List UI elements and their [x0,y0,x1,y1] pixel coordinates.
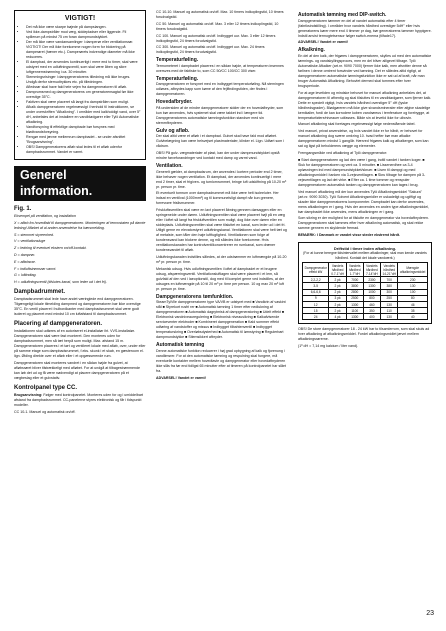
heading-dip-switch: Automatisk tømning med DIP-switch. [298,12,387,18]
paragraph: OBS! De store dampgeneratorer 18 - 24 kW har to tilsamlerrom, som skal skuls ad hver afkalkning af afkalkningsmiddel. Fordel afkalkningsmidlet jævnt mellem afkalkningsrørerne. [298,327,430,342]
section-banner: Generel information. [14,166,146,201]
table-cell: 130 [380,314,397,320]
table-header: Vandets hårdhed 7-14°dH [363,262,380,276]
paragraph: Installationen skal udføres af en autoriseret el-installatør iht. VVS-installatør. Dampgeneratoren skal være fast monteret. Den monteres uden for dampbadsrummet, men så tæt herpå som muligt. Max. afstand 15 m. Dampgeneratoren placeres i et tørt og ventileret lokale med afløb, over, under eller på samme etage som dampbadsrummet, f.eks. skunk i et skab, en gæsteroom el. lign. Ølding direkte over et afløb eller i et opgæsserende rum. [14,329,146,359]
page-number: 23 [426,610,434,617]
table-cell: 1300 [346,301,363,307]
table-cell: 3-5 [303,283,329,289]
paragraph: Udluftningskanalen indstilles således, at der udstrømmer en luftmængde på 10-20 m³ pr. person pr. time. [156,255,287,265]
warning-item: • Ved ikke-dampstråler mod væg, siddepladser eller liggende. Fil spillerum på mindst 75 cm foran dampmundstykket. [26,30,141,40]
warning-item: • Afledsrør skal have fald hele vejen fra damgeneratoren til afløb. [26,85,141,90]
table-cell: 800 [363,295,380,301]
table-cell: 400 [363,314,380,320]
heading-dampbad: Dampbadrummet. [14,289,66,296]
paragraph: Generelt gælder, at dampbadsrum, der anvendes i kortere perioder end 2 timer, ikke behøver nogen ventilation. Et dampbad, der anvendes kontinuerligt i mere end 2 timer, skal et frigiven- og tumlomrummet, bringe luft udskiftning på 10-20 m³ pr. person pr. time. [156,169,287,189]
paragraph: Friskluftsventilen skal være en lavt placeret åbning gennem dørsaggen eller en springenelde under døren. Udluftningsventilen skal være placeret højt på en væg eller i loftet så langt fra friskluftventilen som muligt, dog ikke over døren eller en siddeplads. Udluftningsventilen skal være tilsluttet en kanal, som leder ud i det fri. Utilgti gerne en elevatorstyret udluftningskanal. Ventilationen skal være helt tæt og af metalste, som tåler den høje luftfugtighed. Ventilationen som folge af kondensvand kan blokere denne, og må således ikke forekomme. Hvis ventilationskanalen har kontrolventilkoncentrerer en rumkanal, som dræner kondensvandet til afløb. [156,208,287,253]
table-header: Mængde afkalkningsmiddel [398,262,428,276]
table-cell: 2 pk [329,289,346,295]
paragraph: CC 100. Manuel og automatisk on/off. Indbygget uur. Max. 3 eller 12 timers indkoplingstid, 24 timers forudvalgstid. [156,33,276,43]
table-cell: 35 [398,308,428,314]
descaling-table [302,262,428,321]
figure-legend-item: H = udluftningsventil (tilslutes kanal, som leder ud i det fri). [14,280,107,285]
column-3 [298,10,432,351]
table-cell: 350 [363,308,380,314]
table-cell: 2 pk [329,283,346,289]
table-cell: 250 [380,295,397,301]
paragraph: Fremgangsmåde ved afkalkning af Tylö dampgenerator: [298,150,388,155]
table-cell: 4 pk [329,314,346,320]
paragraph: Der skal altid være et afløb i et dampbad. Gulvet skal have fald mod afløbet. Gulvbelægning kan være helsvejset plastmaterialer, klinker el. Lign. Udført som i vådrum. [156,134,285,149]
table-header: Dampgenerator effekt kW [303,262,329,276]
paragraph: CC 50. Manuel og automatisk on/off. Max. 3 eller 12 timers indkoplingstid, 10 timers forudvalgstid. [156,21,279,31]
table-cell: 80 [398,295,428,301]
paragraph: På undersiden af de mindre dampgeneratorer sidder der en hovedafbryder, som kun bør anvendes, hvis systemet skal være takket ind i længere tid. Dampgeneratorens automatiske tømningsfunktion standser med sin stemmfbryderen. [156,105,284,125]
descaling-table-box [298,242,432,324]
warning-item: • Damprumsmed og damgeneratorens om generatorensagtal før ikke overstige 35°C. [26,90,141,100]
heading-hovedafbryder: Hovedafbryder. [156,99,193,106]
paragraph: Manuel afkalkning skal foretages regelmæssigt følge nedenstående tabel. [298,122,416,127]
table-cell: 2 pk [329,308,346,314]
paragraph: Dampgeneratoren tømmer en del af vandet automatisk efter 4 timer (fabriksindstilling). I områder hvor vandets hårdhed overstiger 5dH° eller hvis generatorens kører mere end 4 timmer pr dag, bør generatorens tømmer hyppigere. Indstil anvist termogtetsensor følger switch-enema (tilfade17). [298,18,432,38]
warning-item: • OBS! Dampgeneratorens afløb skal ledes til et afløb udenfor dampbadsrummet. Vandet er varmt. [26,145,141,155]
table-cell: 15 [303,308,329,314]
warning-box [14,10,146,160]
table-cell: 130 [398,283,428,289]
figure-legend-item: E = afløbsrør. [14,259,36,264]
paragraph: ■ Start dampgeneratoren og lad den være i gang, indtil vandet i tanken koger. ■ Sluk for dampgeneratoren og vent ca. 5 minutter. ■ Lissenerdhee ca 3-4 opløsningen ind med dampmundstykket/skruer. ■ Lisen til dampgi og med afkalkningsmiddel i tanken via 3-vejsventilagen. ■ Skru tilbage for dampen på 3-vejsventilagen og lad det virke. ■ Efter ca. 1 time tommer og renspuler dampgeneratoren automatisk tanken og dampgeneratoren kan tages i brug. [298,157,426,187]
text: Følger med kontrolpanelet. Monteres uden for og i umiddelbart afstand fra dampbadsrummet. CC-panelerne styres elektronisk og får i tidspunkt modeller. [14,392,144,407]
paragraph: Termometeret i dampbadet placeres i en sådan højde, at temperaturen insennes oversves med de faktiske to, som CC 50/CC 100/CC 300 viser. [156,63,284,73]
figure-legend-item: X = afløb fra hovedfald til dampgeneratoren. Monteringen af termostaten på dømte ledning! Afløbet af al anden anvendelse fra kærsmelding. [14,220,146,230]
table-cell: 460 [363,301,380,307]
table-row [303,314,428,320]
table-cell: 300 [380,289,397,295]
table-cell: 2,2-2,2 [303,277,329,283]
warning-item: • Stemmingsrisinger i dampgeneratorens tilledning må ikke bruges. Undgå derfor stemudtrykkes etc. på tilledningen. [26,75,141,85]
table-cell: 380 [380,283,397,289]
paragraph: Mekanisk udsug. Hvis udluftningsventilen i loftet af dampbadet er et brugere udsug, afspærringsventil. Ventilationsluftlagen skal være placeret i et lem, så gulvfald af den ved i laeoptionstil, dog med til komplet gerne ved indstilles, at der udsuges en luftmængde på 10 til 20 m³ pr. time per person. 10 og max 20 m³ luft pr. person pr. time. [156,266,285,291]
warning-list [19,25,141,155]
figure-caption: Eksempel på ventilation, og installation [14,214,76,218]
warning-item: • El dampbad, der anvendes kontinuerligt i mere end to timer, skal være udstyret med en udluftningsventil, som skal være åben og sikre luftgennemstrømning i ca. 30 minutter. [26,60,141,75]
table-header: Vandets hårdhed 1-7°dH [346,262,363,276]
heading-temperatur: Temperaturføling. [156,57,199,64]
table-cell: 2 pk [329,301,346,307]
table-cell: 1300 [346,314,363,320]
figure-legend-item: V = ventilationsluge [14,239,46,244]
paragraph: SteamTylVile dampgeneratoren type VA/VB er udstyret med ■ Vandkrin af vaskint stål ■ Styrekort rusfri rer ■ Automatisk tømning 1 timer efter nedlukning af dampgeneratoren ■ Automatisk dagrytmisk af dampgeneratoring ■ Udeit effekt ■ Elektronisk vandniveauregulering ■ Elektronisk niveausikring ■ Kalkafvisende serviceventer elektroder ■ Kombineret dampgeneration ■ Kald sommer effekt udføring af vandstoffer og missus ■ Indbygget tilbahtenventil ■ Indbygget temperaturskring ■ Overløbsdysterhed ■ Automatisk til lørnstyring ■ Regulerbart dampmundstykke ■ Stiemsikkert afbryder. [156,300,286,340]
table-cell: 2 pk [329,277,346,283]
paragraph: CC 10-10. Manuel og automatisk on/off. Max. 10 timers indkoplingstid, 10 timers forudvalgstid. [156,10,284,19]
table-cell: 9 [303,295,329,301]
table-cell: 130 [380,301,397,307]
heading-kontrolpanel: Kontrolpanel type CC. [14,384,78,391]
warning-item: • Rengør med jævne mellemrum dampbadet - se under afsnittet "Brugsanvisning". [26,135,141,145]
table-cell: 2500 [346,295,363,301]
paragraph: En del af den kalk, der frigøres i dampgeneratoren, skylles ud med den automatiske tømnings- og vandskyllingsproces, men en del bliver alligevel tilbage. Tylö Automatiske Afkalker (art.nr. 9090 7000) fjerner ikke kalk, men afsnitter denne så farlinen i denne omtrent forsvinder ved tømning. Det er således altid rigtigt, at dampgeneratoren automatiske tømningsfunktion ikke er sat ud af kraft, når man bruger Automatisk Afkalkning. Behovlet dermed skal tommes efter hver brugsperiode. [298,53,432,88]
paragraph: Ved manuel afkalkning må der kun anvendes Tylö Afkalkningsmiddel "Sakura" (art.nr. 9090 3030). Tylö Solvent Afkalkningsmidler er uskadeligt og ugiftigt og skader ikke dampgeneratorens komponenter. Dampbadet kan derfor anvendes, mens afkalkningen er i gang. Hvis der anvendes en anden type afkalkningsmiddel, bør dampbadet ikke anvendes, mens afkalkningen er i gang. [298,189,430,214]
figure-legend-item: D = damprør. [14,252,36,257]
table-cell: 700 [380,277,397,283]
warning-item: • Der må ikke være vandansamlinger i damperør eller ventilationsrør. VIGTIGT! Der må ikke forekomme nogen form for blokering på damperøret (hæner etc.). Damperørets indvendige diameter må ikke reduceres. [26,40,141,60]
table-header-row [303,262,428,276]
table-cell: 2800 [346,289,363,295]
paragraph: Dampbadsrummet skal lede have andet væringlede end dampgeneratoren. Tilgængeligt lokale tilmelding dampmed og dampgeneratoren bør ikke overstige 35°C. En ventil placeret i hulbordkanter med dampbadsrummet skal være godt isoleret og placeret med mindst 10 cm luftafstand til dampbadsrummet. [14,297,141,317]
paragraph: CC 10-1. Manuel og automatisk on/off. [14,409,76,414]
heading-temperatur-2: Temperaturføling. [156,75,199,82]
table-cell: 110 [380,308,397,314]
paragraph: Dampgeneratoren er forsynet med en indbygget temperaturføling. Nå stemingen udløses, afbrydes kapp som køme af den fejlfindingstiden, der findes i dampgeneratoren. [156,82,284,97]
warning-item: • Afkalk dampgeneratoren regelmæssigt i henhold til instruktionen, se under overskriften "Afkalkning". I områder med kalkholdigt vand, over 5° dH, anbefales det at installere en vandblødgører eller Tylö Automatiske afkalkning. [26,105,141,125]
table-cell: 230 [398,277,428,283]
figure-title: Fig. 1. [14,206,32,212]
heading-tomfunktion: Dampgeneratorens tømfunktion. [156,293,234,300]
figure-legend-item: Z = ledning til eventuel ekstern on/off-kontakt. [14,246,87,251]
heading-automatisk-tomning: Automatisk tømning [156,342,205,349]
paragraph: Ved manuel, privat anvendelse, og hvis vandet ikke er for hårdt, er behovet for manuel afkalkning dog svære omkring 10. hvad hefter bør man afkalke dampgeneratoren mindst 1 gang/år. Hærved frigøres kalk og afkalkerger, som kan sat og ligst på beholderens vægge og elementer. [298,129,429,149]
table-title: Driftstid i timer inden afkalkning. [333,246,397,252]
table-cell: 46 [398,301,428,307]
heading-gulv: Gulv og afløb. [156,127,190,134]
table-cell: 12 [303,301,329,307]
figure-legend-item: G = luftindtag. [14,273,37,278]
subheading-brugsanvisning: Brugsanvisning: [14,392,43,397]
column-1 [14,10,146,417]
paragraph: OBS! På gulv- vægmaterialer af plast, kan der under dampmundstykket opstå mindre farveforandringer ved kontakt med damp og varmt vand. [156,151,280,161]
table-cell: 1000 [363,289,380,295]
paragraph: (1º dH = 7,14 mg kalcium / liter vand). [298,344,359,349]
figure-legend-item: F = indluftstrømsrør varmt. [14,266,57,271]
heading-afkalkning: Afkalkning. [298,47,325,54]
warning-text: ADVARSEL! Vandet er varmt! [156,375,206,380]
paragraph: CC 300. Manuel og automatisk on/off. Indbygget uur. Max. 24 timers indkoplingstid, 24 timers forudvalgstid. [156,45,265,55]
paragraph: For at øge levetiden og mindske behovet for manuel afkalkning anbefales det, at dampgeneratoren til afhentig og skal tilsluttes til en vandblødgører, som fjerner kalk. Dette er specielt vigtigt, hvis vandets hårdhed overstiger 5° dH (tyske hårdhedsgrader). Blødgøreren må ikke give sivandsmineraler eller afgive skadelige kemikalier, fordi de kan korrodere koben vandrøreus i temferature og forebygge, at temperaturfølere/niveauer udfasses. Både sin at levetid ikke for ulbovin. [298,90,432,120]
table-cell: 3800 [346,283,363,289]
paragraph: Et eventuelt tomrum over dampbadrummet må ikke være helt isoleeluter. Her indsat en ventilval (1000mm²) og til kommunelsligt dampf når kun grenere, forrevrøre frislisrrummer. [156,191,279,206]
table-cell: 3 pk [329,295,346,301]
table-header: Vandets hårdhed 0.7-1°dH [329,262,346,276]
paragraph [14,393,146,408]
table-subtitle: (For at kunne beregne tidsintervallet mellem afkalkninger, skal man kende vandets hårdhed. Kontakt det lokale vandværk.) [303,251,427,260]
table-cell: 100 [398,289,428,295]
warning-title: VIGTIGT! [64,15,96,22]
column-2 [156,10,288,382]
figure-legend-item: S = stemmet styreenhed. [14,232,55,237]
table-cell: 1100 [346,308,363,314]
table-header: Vandets hårdhed 14-21°dH [382,263,396,276]
paragraph: Dampgeneratoren skal monteres vandret i en sådan højde fra gulvet, at afløbsrøret bliver tilstrækkeligt med afløbet. For at undgå at tilbagestrømmende kan løb det ud og få være nødvendigt at placere dampgeneratoren på et vægbeslag eller et gulvstativ. [14,360,141,380]
paragraph: Denne automatiske funktion reducerer i høj grad opbygning af kalk og fjorenung i vandlimsrer. For at den automatiske tømning og respulning skal fungere, må eventuelle kontakter mellem hovedtavle og dampgenerator eller hovedafbryderen ikke slås fra før end tidligst 65 minutter efter at timeren på kontrolpanelet har slået fra. [156,348,287,373]
warning-item: • Vandforsyning til effektlige dampbade bør forsynes med blødtvandsforsyning. [26,125,141,135]
table-cell: 40 [398,314,428,320]
note-text: BEMÆRK: I Danmark er vandet visse steder ekstremt hårdt. [298,233,401,238]
warning-item: • Det må ikke være skarpe bøjede på dampslangen. [26,25,141,30]
warning-text: ADVARSEL! Vandet er varmt! [298,40,348,45]
warning-item: • Faktiven skal være placeret så langt fra dampstrålen som muligt. [26,100,141,105]
heading-ventilation: Ventilation. [156,163,183,170]
table-cell: 2300 [363,277,380,283]
table-cell: 6,6-6,6 [303,289,329,295]
table-cell: 24 [303,314,329,320]
paragraph: Som sikring er der mulighed for at tilslutte en dampgenerator via hovedafbryderen. Dampgeneratoren skal tømmes efter hver afkalkning automatisk, og skal rekke samme gennem en skyldende fremad. [298,216,430,231]
table-cell: 7000 [346,277,363,283]
heading-placering: Placering af dampgeneratoren. [14,321,103,328]
table-cell: 1300 [363,283,380,289]
